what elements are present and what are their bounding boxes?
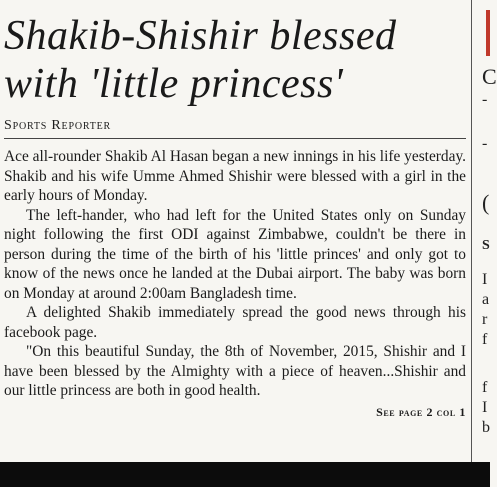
article xyxy=(4,0,466,420)
headline xyxy=(4,0,466,108)
paragraph-4: "On this beautiful Sunday, the 8th of November, 2015, Shishir and I have been blessed by the Almighty with a piece of heaven...Shishir and our little princess are both in good health. xyxy=(4,343,466,399)
adjacent-fragment: r xyxy=(482,311,488,328)
headline-line-1: Shakib-Shishir blessed xyxy=(4,13,397,59)
bottom-dark-band xyxy=(0,462,490,487)
adjacent-fragment: f xyxy=(482,331,488,348)
adjacent-fragment: I xyxy=(482,399,488,416)
article-body xyxy=(4,147,466,401)
paragraph-3: A delighted Shakib immediately spread the good news through his facebook page. xyxy=(4,304,466,341)
adjacent-fragment: C xyxy=(482,64,497,89)
adjacent-fragment: b xyxy=(482,419,490,436)
adjacent-accent-bar xyxy=(486,10,490,56)
byline: Sports Reporter xyxy=(4,118,466,139)
paragraph-2: The left-hander, who had left for the United States only on Sunday night following the first ODI against Zimbabwe, couldn't be there in person during the time of the birth of his 'little princes' and only got to know of the news once he landed at the Dubai airport. The baby was born on Monday at around 2:00am Bangladesh time. xyxy=(4,206,466,302)
adjacent-fragment: a xyxy=(482,291,490,308)
headline-line-2: with 'little princess' xyxy=(4,61,344,107)
column-divider xyxy=(471,0,472,462)
adjacent-fragment: - xyxy=(482,91,488,108)
adjacent-fragment: f xyxy=(482,379,488,396)
adjacent-fragment: ( xyxy=(482,190,490,215)
adjacent-fragment: I xyxy=(482,271,488,288)
continuation-note: See page 2 col 1 xyxy=(376,404,466,419)
adjacent-fragment: - xyxy=(482,135,488,152)
paragraph-1: Ace all-rounder Shakib Al Hasan began a new innings in his life yesterday. Shakib and his wife Umme Ahmed Shishir were blessed with a girl in the early hours of Monday. xyxy=(4,148,466,204)
adjacent-column xyxy=(476,0,497,462)
adjacent-fragment: S xyxy=(482,238,490,253)
